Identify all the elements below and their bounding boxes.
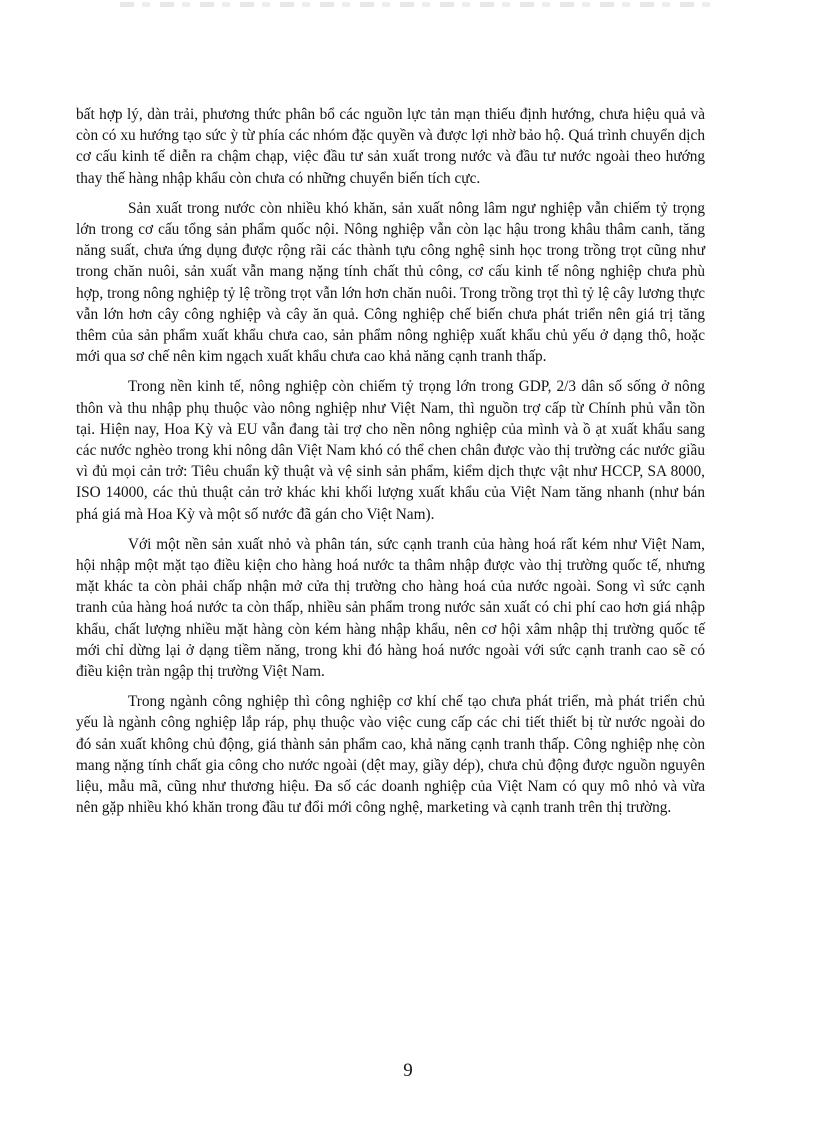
- paragraph: Trong nền kinh tế, nông nghiệp còn chiếm tỷ trọng lớn trong GDP, 2/3 dân số sống ở nông thôn và thu nhập phụ thuộc vào nông nghiệp như Việt Nam, thì nguồn trợ cấp từ Chính phủ vẫn tồn tại. Hiện nay, Hoa Kỳ và EU vẫn đang tài trợ cho nền nông nghiệp của mình và ồ ạt xuất khẩu sang các nước nghèo trong khi nông dân Việt Nam khó có thể chen chân được vào thị trường các nước giầu vì đủ mọi cản trở: Tiêu chuẩn kỹ thuật và vệ sinh sản phẩm, kiểm dịch thực vật như HCCP, SA 8000, ISO 14000, các thủ thuật cản trở khác khi khối lượng xuất khẩu của Việt Nam tăng nhanh (như bán phá giá mà Hoa Kỳ và một số nước đã gán cho Việt Nam).: [76, 378, 705, 523]
- paragraph: Với một nền sản xuất nhỏ và phân tán, sức cạnh tranh của hàng hoá rất kém như Việt Nam, hội nhập một mặt tạo điều kiện cho hàng hoá nước ta thâm nhập được vào thị trường quốc tế, nhưng mặt khác ta còn phải chấp nhận mở cửa thị trường cho hàng hoá của nước ngoài. Song vì sức cạnh tranh của hàng hoá nước ta còn thấp, nhiều sản phẩm trong nước sản xuất có chi phí cao hơn giá nhập khẩu, chất lượng nhiều mặt hàng còn kém hàng nhập khẩu, nên cơ hội xâm nhập thị trường quốc tế mới chỉ dừng lại ở dạng tiềm năng, trong khi đó hàng hoá nước ngoài với sức cạnh tranh cao sẽ có điều kiện tràn ngập thị trường Việt Nam.: [76, 535, 705, 681]
- paragraph: Trong ngành công nghiệp thì công nghiệp cơ khí chế tạo chưa phát triển, mà phát triển chủ yếu là ngành công nghiệp lắp ráp, phụ thuộc vào việc cung cấp các chi tiết thiết bị từ nước ngoài do đó sản xuất không chủ động, giá thành sản phẩm cao, khả năng cạnh tranh thấp. Công nghiệp nhẹ còn mang nặng tính chất gia công cho nước ngoài (dệt may, giầy dép), chưa chủ động được nguồn nguyên liệu, mẫu mã, cũng như thương hiệu. Đa số các doanh nghiệp của Việt Nam có quy mô nhỏ và vừa nên gặp nhiều khó khăn trong đầu tư đổi mới công nghệ, marketing và cạnh tranh trên thị trường.: [76, 693, 705, 817]
- page-number: 9: [403, 1060, 413, 1081]
- scan-artifact: [120, 2, 720, 7]
- paragraph: bất hợp lý, dàn trải, phương thức phân bổ các nguồn lực tản mạn thiếu định hướng, chưa hiệu quả và còn có xu hướng tạo sức ỳ từ phía các nhóm đặc quyền và được lợi nhờ bảo hộ. Quá trình chuyển dịch cơ cấu kinh tế diễn ra chậm chạp, việc đầu tư sản xuất trong nước và đầu tư nước ngoài theo hướng thay thế hàng nhập khẩu còn chưa có những chuyển biến tích cực.: [76, 106, 705, 187]
- body-text: [76, 104, 705, 828]
- paragraph: Sản xuất trong nước còn nhiều khó khăn, sản xuất nông lâm ngư nghiệp vẫn chiếm tỷ trọng lớn trong cơ cấu tổng sản phẩm quốc nội. Nông nghiệp vẫn còn lạc hậu trong khâu thâm canh, tăng năng suất, chưa ứng dụng được rộng rãi các thành tựu công nghệ sinh học trong trồng trọt cũng như trong chăn nuôi, sản xuất vẫn mang nặng tính chất thủ công, cơ cấu kinh tế nông nghiệp chưa phù hợp, trong nông nghiệp tỷ lệ trồng trọt vẫn lớn hơn chăn nuôi. Trong trồng trọt thì tỷ lệ cây lương thực vẫn lớn hơn cây công nghiệp và cây ăn quả. Công nghiệp chế biến chưa phát triển nên giá trị tăng thêm của sản phẩm xuất khẩu chưa cao, sản phẩm nông nghiệp xuất khẩu chủ yếu ở dạng thô, hoặc mới qua sơ chế nên kim ngạch xuất khẩu chưa cao khả năng cạnh tranh thấp.: [76, 199, 705, 366]
